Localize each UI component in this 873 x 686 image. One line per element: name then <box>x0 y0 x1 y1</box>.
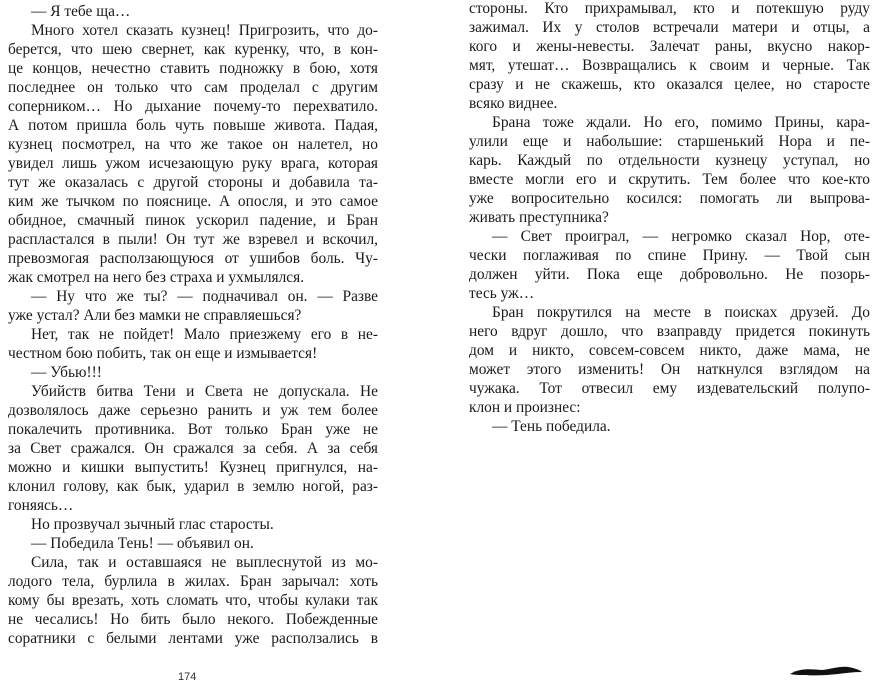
text-line: кому бы врезать, хоть сломать что, чтобы кулаки так <box>8 592 378 609</box>
text-line: сразу и не скажешь, кто оказался целее, но старосте <box>469 76 870 93</box>
paragraph <box>8 363 378 382</box>
text-line: всяко виднее. <box>469 95 558 112</box>
text-line: уже вопросительно косился: помогать ли выпрова- <box>469 190 870 207</box>
text-line: уже устал? Али без мамки не справляешься? <box>8 307 302 324</box>
text-line: — Убью!!! <box>31 364 102 381</box>
paragraph <box>469 417 870 436</box>
text-line: Много хотел сказать кузнец! Пригрозить, что до- <box>31 22 378 39</box>
text-line: Убийств битва Тени и Света не допускала. Не <box>31 383 378 400</box>
paragraph <box>8 534 378 553</box>
text-line: должен уйти. Пока еще добровольно. Не позорь- <box>469 266 870 283</box>
paragraph <box>469 0 870 113</box>
text-line: Сила, так и оставшаяся не выплеснутой из мо- <box>31 554 378 571</box>
text-line: — Тень победила. <box>492 418 611 435</box>
text-line: соперником… Но дыхание почему-то перехватило. <box>8 98 378 115</box>
text-line: гоняясь… <box>8 497 74 514</box>
text-line: тут же оказалась с другой стороны и добавила та- <box>8 174 378 191</box>
text-line: мят, утешат… Возвращались к своим и черные. Так <box>469 57 870 74</box>
brush-stroke-ornament-icon <box>788 660 864 682</box>
text-line: тесь уж… <box>469 285 535 302</box>
text-line: — Победила Тень! — объявил он. <box>31 535 254 552</box>
paragraph <box>469 303 870 417</box>
text-line: дом и никто, совсем-совсем никто, даже мама, не <box>469 342 870 359</box>
text-line: — Ну что же ты? — подначивал он. — Разве <box>31 288 378 305</box>
paragraph <box>8 553 378 648</box>
paragraph <box>8 287 378 325</box>
text-line: клон и произнес: <box>469 399 581 416</box>
paragraph <box>8 515 378 534</box>
text-line: покалечить противника. Вот только Бран уже не <box>8 421 378 438</box>
text-line: Нет, так не пойдет! Мало приезжему его в не- <box>31 326 378 343</box>
text-line: дозволялось даже серьезно ранить и уж тем более <box>8 402 378 419</box>
text-line: последнее он только что сам проделал с другим <box>8 79 378 96</box>
paragraph <box>469 113 870 227</box>
text-line: Бран покрутился на месте в поисках друзей. До <box>492 304 870 321</box>
text-line: можно и кишки выпустить! Кузнец пригнулся, на- <box>8 459 378 476</box>
text-line: Брана тоже ждали. Но его, помимо Прины, кара- <box>492 114 870 131</box>
text-line: берется, что шею свернет, как куренку, что, в кон- <box>8 41 378 58</box>
text-line: кого и жены-невесты. Залечат раны, вкусно накор- <box>469 38 870 55</box>
paragraph <box>8 382 378 515</box>
text-line: честном бою побить, так он еще и измывается! <box>8 345 318 362</box>
text-line: чужака. Тот отвесил ему издевательский полупо- <box>469 380 870 397</box>
text-line: может этого изменить! Он наткнулся взглядом на <box>469 361 870 378</box>
text-line: вместе могли его и скрутить. Тем более что кое-кто <box>469 171 870 188</box>
text-line: зажимал. Их у столов встречали матери и отцы, а <box>469 19 870 36</box>
text-line: клонил голову, как бык, ударил в землю ногой, раз- <box>8 478 378 495</box>
text-line: превозмогая расползающуюся от ушибов боль. Чу- <box>8 250 378 267</box>
text-line: распластался в пыли! Он тут же взревел и вскочил, <box>8 231 378 248</box>
text-line: карь. Каждый по отдельности кузнецу уступал, но <box>469 152 870 169</box>
right-page <box>469 0 870 436</box>
paragraph <box>469 227 870 303</box>
text-line: стороны. Кто прихрамывал, кто и потекшую руду <box>469 0 870 17</box>
text-line: чески поглаживая по спине Прину. — Твой сын <box>469 247 870 264</box>
text-line: — Я тебе ща… <box>31 3 131 20</box>
text-line: за Свет сражался. Он сражался за себя. А за себя <box>8 440 378 457</box>
paragraph <box>8 2 378 21</box>
text-line: кузнец посмотрел, на что же такое он налетел, но <box>8 136 378 153</box>
text-line: жак смотрел на него без страха и ухмылялся. <box>8 269 305 286</box>
text-line: него вдруг дошло, что взаправду придется покинуть <box>469 323 870 340</box>
text-line: це концов, нечестно ставить подножку в бою, хотя <box>8 60 378 77</box>
text-line: Но прозвучал зычный глас старосты. <box>31 516 274 533</box>
text-line: соратники с белыми лентами уже расползались в <box>8 630 378 647</box>
text-line: увидел лишь ужом исчезающую руку врага, которая <box>8 155 378 172</box>
text-line: не чесались! Но бить было некого. Побежденные <box>8 611 378 628</box>
text-line: — Свет проиграл, — негромко сказал Нор, оте- <box>492 228 870 245</box>
text-line: живать преступника? <box>469 209 609 226</box>
text-line: обидное, смачный пинок ускорил падение, и Бран <box>8 212 378 229</box>
text-line: ким же тычком по пояснице. А опосля, и это самое <box>8 193 378 210</box>
page-number: 174 <box>178 671 197 683</box>
text-line: лодого тела, бурлила в жилах. Бран зарычал: хоть <box>8 573 378 590</box>
text-line: А потом пришла боль чуть повыше живота. Падая, <box>8 117 378 134</box>
paragraph <box>8 21 378 287</box>
paragraph <box>8 325 378 363</box>
text-line: улили еще и набольшие: старшенький Нора и пе- <box>469 133 870 150</box>
left-page <box>8 2 378 648</box>
